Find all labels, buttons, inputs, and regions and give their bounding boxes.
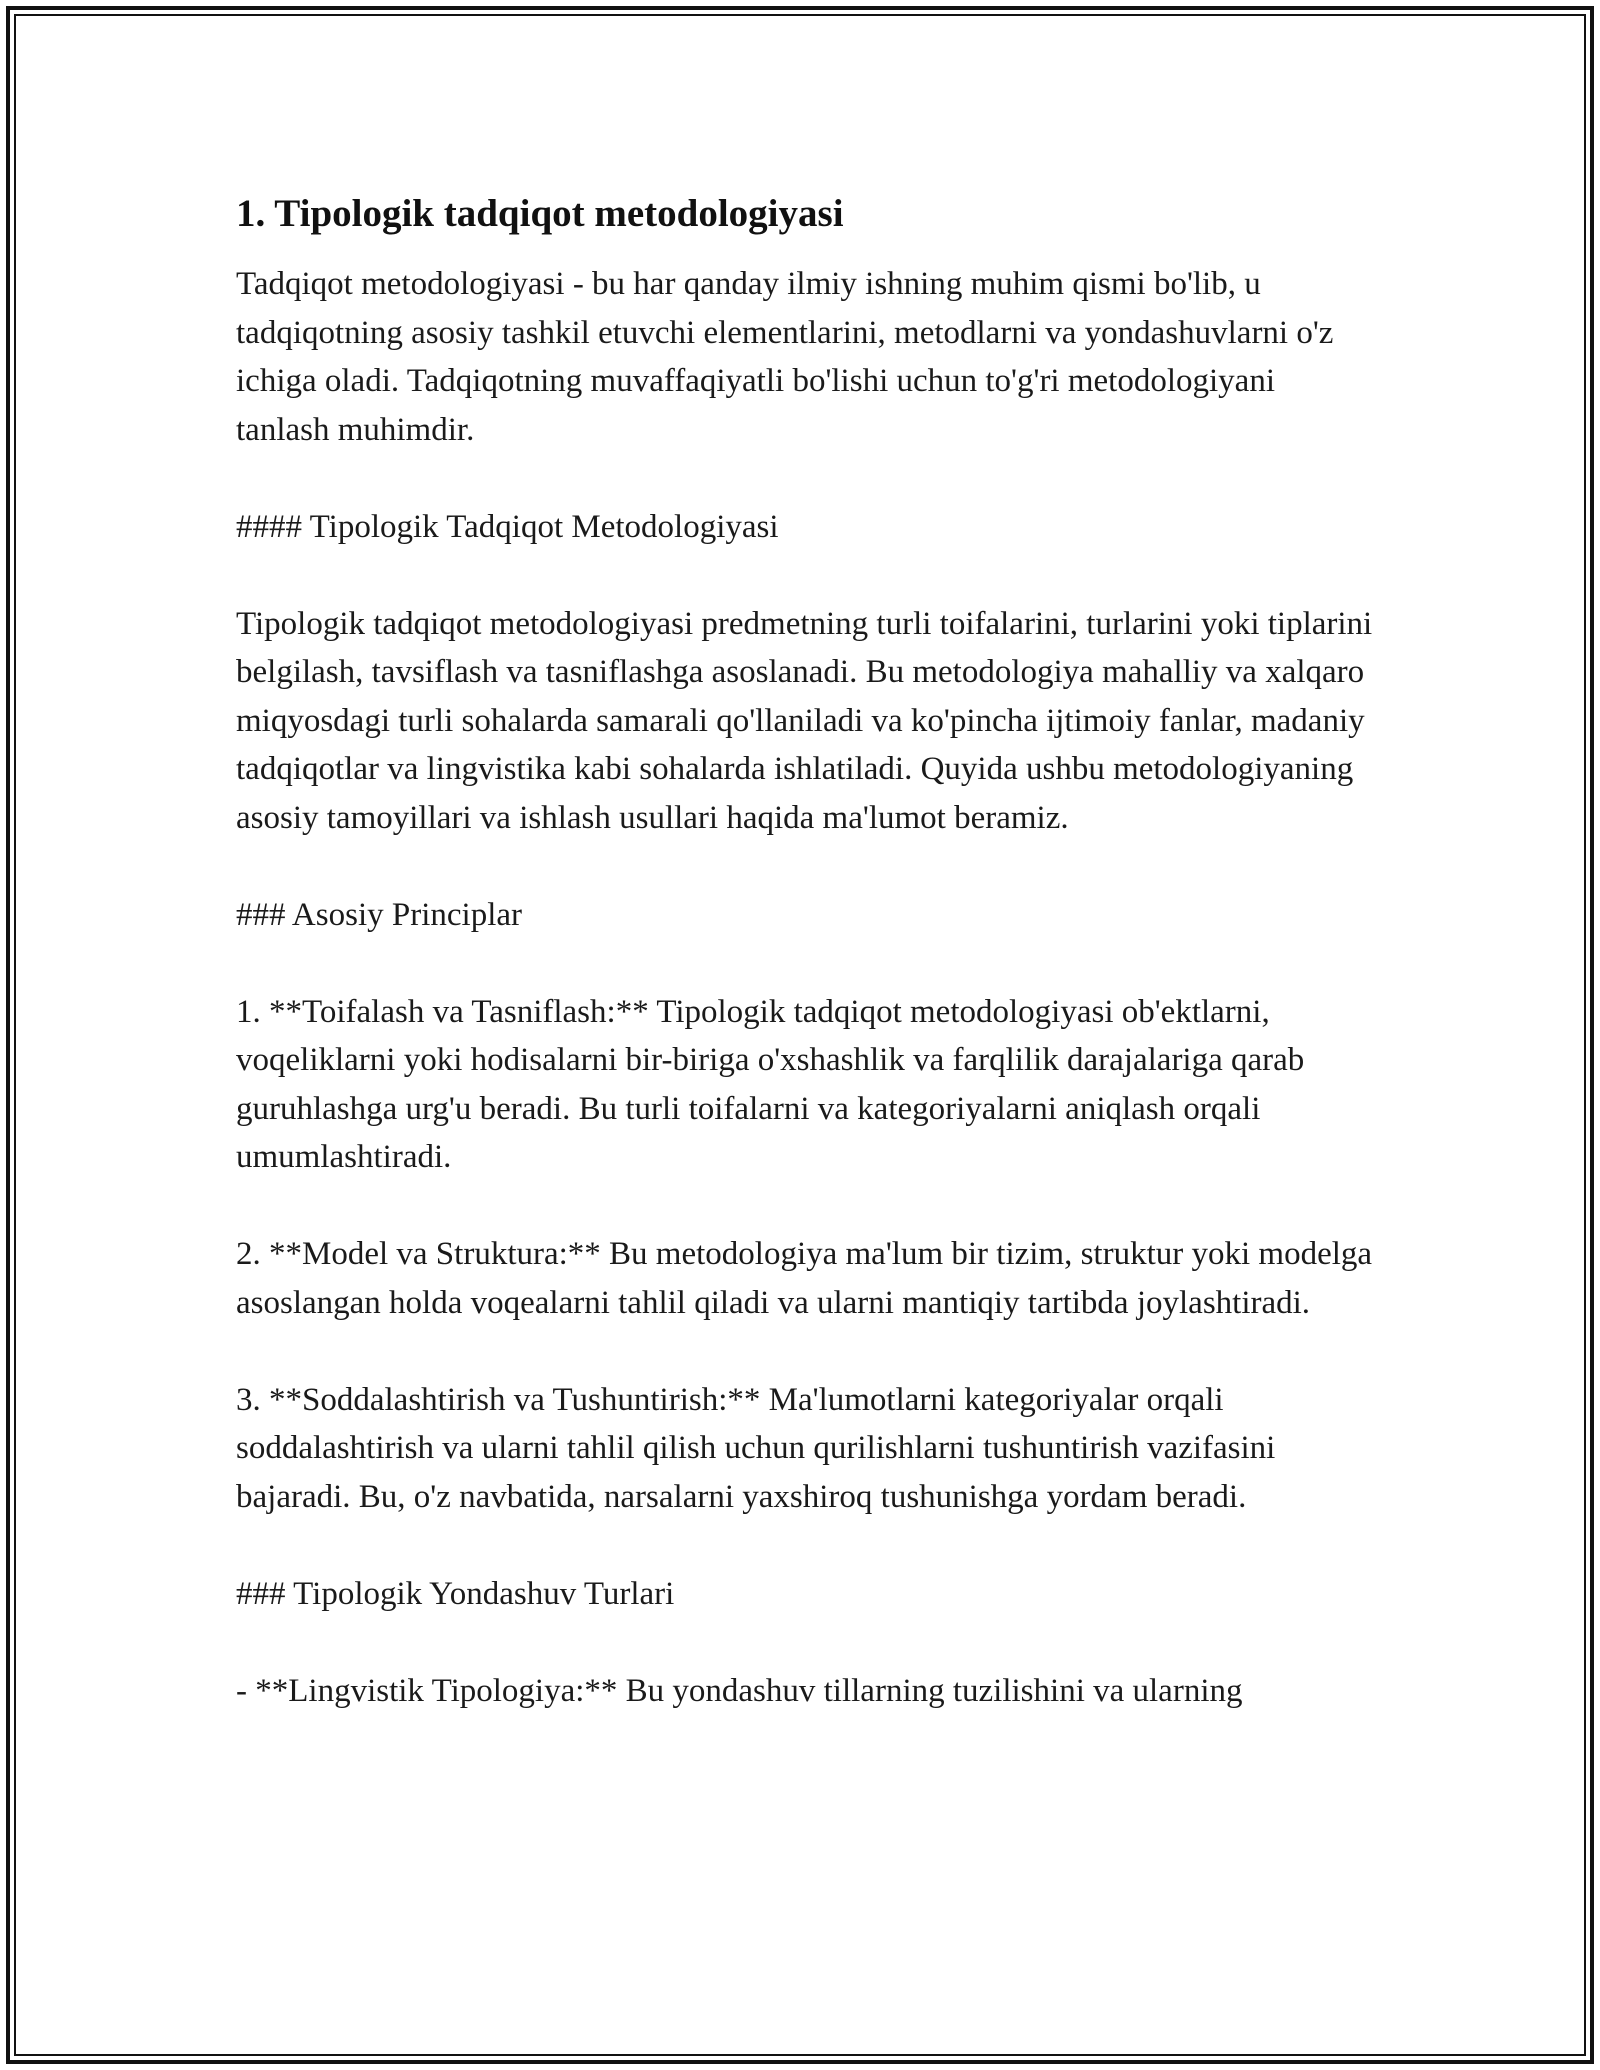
intro-paragraph: Tadqiqot metodologiyasi - bu har qanday ilmiy ishning muhim qismi bo'lib, u tadqiqotning asosiy tashkil etuvchi elementlarini, metodlarni va yondashuvlarni o'z ichiga oladi. Tadqiqotning muvaffaqiyatli bo'lishi uchun to'g'ri metodologiyani tanlash muhimdir.: [236, 266, 1334, 448]
section-heading-principles: ### Asosiy Principlar: [236, 896, 522, 933]
document-body: [236, 186, 1376, 1715]
methodology-paragraph: Tipologik tadqiqot metodologiyasi predmetning turli toifalarini, turlarini yoki tiplarini belgilash, tavsiflash va tasniflashga asoslanadi. Bu metodologiya mahalliy va xalqaro miqyosdagi turli sohalarda samarali qo'llaniladi va ko'pincha ijtimoiy fanlar, madaniy tadqiqotlar va lingvistika kabi sohalarda ishlatiladi. Quyida ushbu metodologiyaning asosiy tamoyillari va ishlash usullari haqida ma'lumot beramiz.: [236, 605, 1373, 836]
document-title: 1. Tipologik tadqiqot metodologiyasi: [236, 192, 844, 235]
principle-item-3: 3. **Soddalashtirish va Tushuntirish:** Ma'lumotlarni kategoriyalar orqali soddalashtirish va ularni tahlil qilish uchun qurilishlarni tushuntirish vazifasini bajaradi. Bu, o'z navbatida, narsalarni yaxshiroq tushunishga yordam beradi.: [236, 1381, 1276, 1515]
section-heading-methodology: #### Tipologik Tadqiqot Metodologiyasi: [236, 508, 779, 545]
approach-item-linguistic: - **Lingvistik Tipologiya:** Bu yondashuv tillarning tuzilishini va ularning: [236, 1672, 1243, 1709]
principle-item-1: 1. **Toifalash va Tasniflash:** Tipologik tadqiqot metodologiyasi ob'ektlarni, voqeliklarni yoki hodisalarni bir-biriga o'xshashlik va farqlilik darajalariga qarab guruhlashga urg'u beradi. Bu turli toifalarni va kategoriyalarni aniqlash orqali umumlashtiradi.: [236, 993, 1305, 1175]
section-heading-approach-types: ### Tipologik Yondashuv Turlari: [236, 1575, 675, 1612]
principle-item-2: 2. **Model va Struktura:** Bu metodologiya ma'lum bir tizim, struktur yoki modelga asoslangan holda voqealarni tahlil qiladi va ularni mantiqiy tartibda joylashtiradi.: [236, 1236, 1373, 1321]
